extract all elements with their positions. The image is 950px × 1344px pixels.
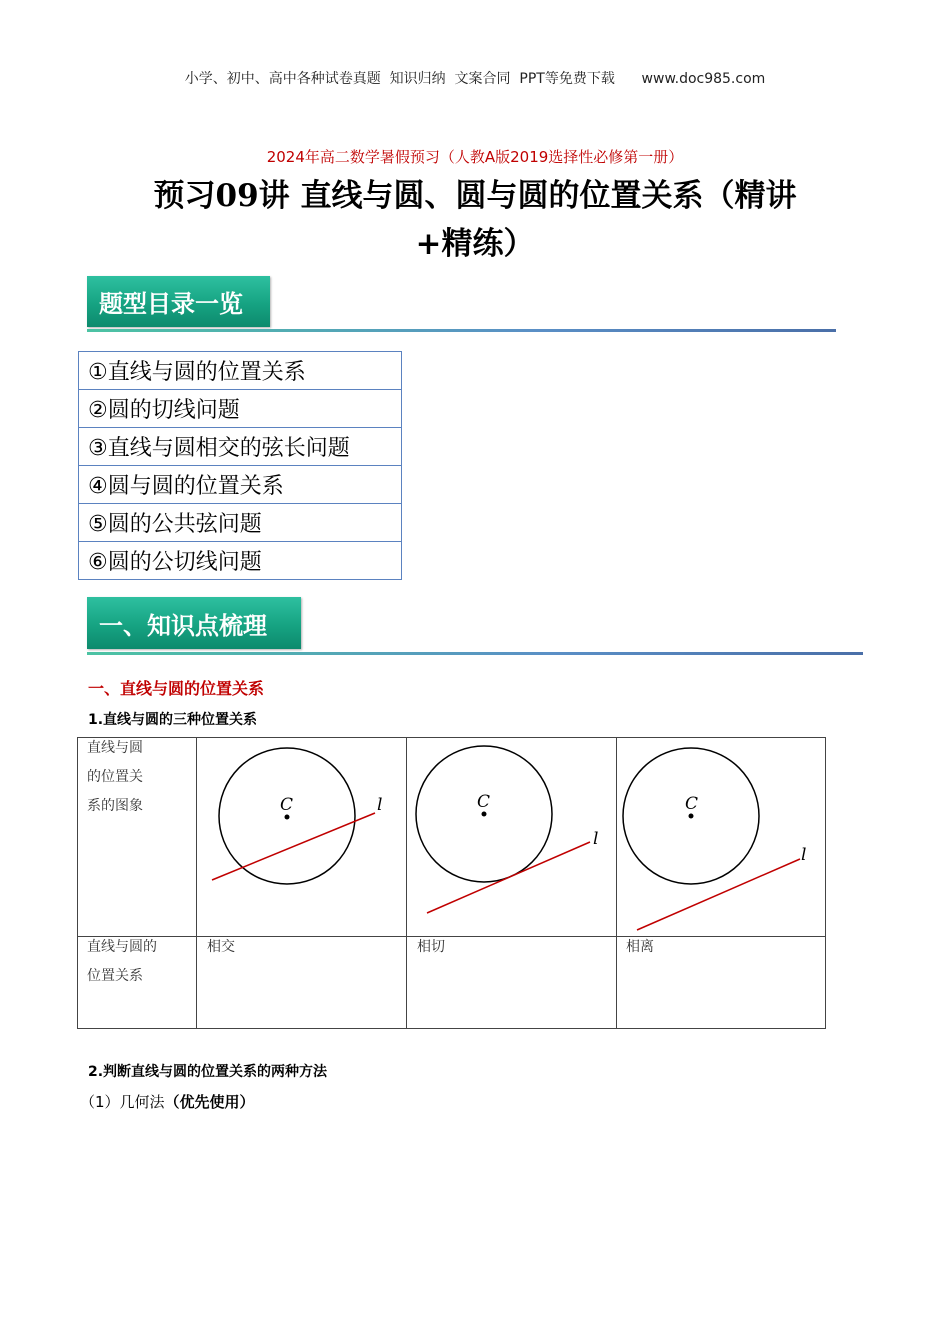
row-label-line: 位置关系 <box>87 968 143 984</box>
diagram-tangent <box>416 746 590 913</box>
subsection-heading-2: 2.判断直线与圆的位置关系的两种方法 <box>88 1064 328 1080</box>
toc-table <box>78 351 402 580</box>
relation-separate: 相离 <box>626 939 654 955</box>
toc-item[interactable]: ④圆与圆的位置关系 <box>79 466 402 504</box>
toc-item[interactable]: ③直线与圆相交的弦长问题 <box>79 428 402 466</box>
line-shape <box>427 842 590 913</box>
line-shape <box>637 859 800 930</box>
method-prefix: （1）几何法 <box>80 1093 165 1111</box>
toc-banner: 题型目录一览 <box>87 276 270 327</box>
center-dot <box>285 815 290 820</box>
relation-table <box>77 737 826 1029</box>
toc-banner-rule <box>87 329 836 332</box>
page-header <box>0 68 950 88</box>
title-line-2: +精练） <box>415 226 535 262</box>
knowledge-banner: 一、知识点梳理 <box>87 597 301 649</box>
toc-item[interactable]: ②圆的切线问题 <box>79 390 402 428</box>
diagram-intersect <box>212 748 375 884</box>
header-text: 小学、初中、高中各种试卷真题 知识归纳 文案合同 PPT等免费下载 <box>184 71 615 87</box>
toc-row <box>79 390 402 428</box>
line-shape <box>212 813 375 880</box>
row-label-relation <box>87 933 157 991</box>
method-line <box>80 1091 255 1112</box>
title-line-1: 预习09讲 直线与圆、圆与圆的位置关系（精讲 <box>153 178 797 214</box>
center-dot <box>482 812 487 817</box>
toc-row <box>79 542 402 580</box>
section-heading: 一、直线与圆的位置关系 <box>88 679 265 698</box>
header-site: www.doc985.com <box>641 71 766 87</box>
knowledge-banner-rule <box>87 652 863 655</box>
relation-tangent: 相切 <box>417 939 445 955</box>
toc-item[interactable]: ①直线与圆的位置关系 <box>79 352 402 390</box>
line-label: l <box>801 845 807 865</box>
row-label-line: 的位置关 <box>87 769 143 785</box>
center-label: C <box>477 792 491 812</box>
relation-intersect: 相交 <box>207 939 235 955</box>
toc-item[interactable]: ⑥圆的公切线问题 <box>79 542 402 580</box>
toc-item[interactable]: ⑤圆的公共弦问题 <box>79 504 402 542</box>
toc-row <box>79 428 402 466</box>
toc-row <box>79 466 402 504</box>
toc-row <box>79 504 402 542</box>
center-dot <box>689 814 694 819</box>
row-label-line: 直线与圆的 <box>87 939 157 955</box>
line-label: l <box>593 829 599 849</box>
diagram-separate <box>623 748 800 930</box>
center-label: C <box>280 795 294 815</box>
row-label-line: 直线与圆 <box>87 740 143 756</box>
center-label: C <box>685 794 699 814</box>
doc-title <box>60 172 890 268</box>
row-label-line: 系的图象 <box>87 798 143 814</box>
doc-subtitle: 2024年高二数学暑假预习（人教A版2019选择性必修第一册） <box>266 148 684 166</box>
toc-row <box>79 352 402 390</box>
relation-table-grid <box>77 737 826 1029</box>
line-label: l <box>377 795 383 815</box>
method-paren: （优先使用） <box>164 1093 255 1111</box>
subsection-heading-1: 1.直线与圆的三种位置关系 <box>88 712 258 728</box>
row-label-image <box>87 734 143 821</box>
